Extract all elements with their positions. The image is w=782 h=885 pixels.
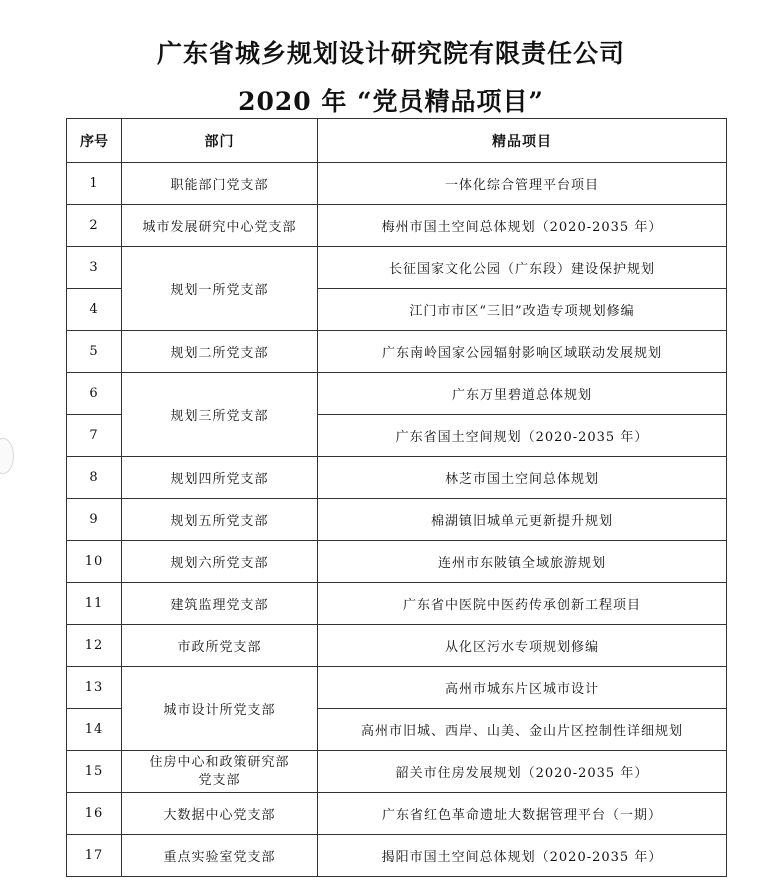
cell-dept: 住房中心和政策研究部 党支部	[122, 751, 318, 793]
cell-project: 揭阳市国土空间总体规划（2020-2035 年）	[318, 835, 727, 877]
table-row	[67, 835, 727, 877]
cell-no: 9	[67, 499, 122, 541]
cell-no: 5	[67, 331, 122, 373]
cell-dept: 城市发展研究中心党支部	[122, 205, 318, 247]
cell-no: 4	[67, 289, 122, 331]
cell-project: 广东省国土空间规划（2020-2035 年）	[318, 415, 727, 457]
table-row	[67, 583, 727, 625]
cell-no: 2	[67, 205, 122, 247]
table-row	[67, 751, 727, 793]
cell-project: 高州市城东片区城市设计	[318, 667, 727, 709]
cell-project: 林芝市国土空间总体规划	[318, 457, 727, 499]
cell-dept: 规划四所党支部	[122, 457, 318, 499]
cell-project: 长征国家文化公园（广东段）建设保护规划	[318, 247, 727, 289]
cell-dept: 规划三所党支部	[122, 373, 318, 457]
table-row	[67, 373, 727, 415]
header-no: 序号	[67, 119, 122, 163]
cell-project: 广东省中医院中医药传承创新工程项目	[318, 583, 727, 625]
cell-project: 连州市东陂镇全域旅游规划	[318, 541, 727, 583]
cell-no: 13	[67, 667, 122, 709]
cell-project: 一体化综合管理平台项目	[318, 163, 727, 205]
cell-dept: 职能部门党支部	[122, 163, 318, 205]
cell-no: 11	[67, 583, 122, 625]
cell-no: 1	[67, 163, 122, 205]
table-row	[67, 205, 727, 247]
cell-dept: 规划六所党支部	[122, 541, 318, 583]
table-row	[67, 499, 727, 541]
table-row	[67, 163, 727, 205]
table-row	[67, 793, 727, 835]
cell-no: 12	[67, 625, 122, 667]
scroll-handle[interactable]	[0, 438, 14, 474]
document-title: 广东省城乡规划设计研究院有限责任公司	[156, 39, 625, 68]
cell-dept: 建筑监理党支部	[122, 583, 318, 625]
cell-project: 广东省红色革命遗址大数据管理平台（一期）	[318, 793, 727, 835]
cell-dept: 大数据中心党支部	[122, 793, 318, 835]
cell-project: 广东万里碧道总体规划	[318, 373, 727, 415]
cell-project: 棉湖镇旧城单元更新提升规划	[318, 499, 727, 541]
cell-no: 3	[67, 247, 122, 289]
document-subtitle: 2020 年 “党员精品项目”	[238, 87, 544, 116]
table-row	[67, 625, 727, 667]
header-project: 精品项目	[318, 119, 727, 163]
table-row	[67, 667, 727, 709]
projects-table	[66, 118, 727, 877]
header-dept: 部门	[122, 119, 318, 163]
table-row	[67, 331, 727, 373]
table-header-row	[67, 119, 727, 163]
cell-no: 7	[67, 415, 122, 457]
cell-no: 15	[67, 751, 122, 793]
cell-no: 8	[67, 457, 122, 499]
cell-project: 梅州市国土空间总体规划（2020-2035 年）	[318, 205, 727, 247]
cell-no: 6	[67, 373, 122, 415]
cell-dept: 规划二所党支部	[122, 331, 318, 373]
cell-project: 从化区污水专项规划修编	[318, 625, 727, 667]
cell-dept: 规划五所党支部	[122, 499, 318, 541]
cell-no: 10	[67, 541, 122, 583]
cell-no: 17	[67, 835, 122, 877]
table-row	[67, 247, 727, 289]
cell-project: 江门市市区“三旧”改造专项规划修编	[318, 289, 727, 331]
cell-dept: 城市设计所党支部	[122, 667, 318, 751]
cell-dept: 规划一所党支部	[122, 247, 318, 331]
table-row	[67, 541, 727, 583]
cell-dept: 重点实验室党支部	[122, 835, 318, 877]
cell-project: 高州市旧城、西岸、山美、金山片区控制性详细规划	[318, 709, 727, 751]
cell-dept: 市政所党支部	[122, 625, 318, 667]
table-row	[67, 457, 727, 499]
cell-no: 14	[67, 709, 122, 751]
cell-project: 广东南岭国家公园辐射影响区域联动发展规划	[318, 331, 727, 373]
cell-project: 韶关市住房发展规划（2020-2035 年）	[318, 751, 727, 793]
cell-no: 16	[67, 793, 122, 835]
